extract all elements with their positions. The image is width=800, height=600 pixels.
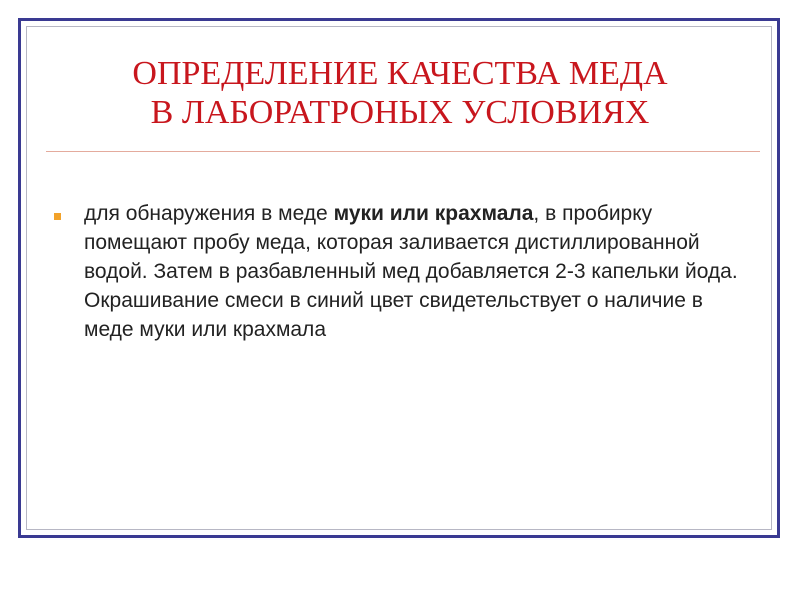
bullet-text-end: , в пробирку помещают пробу меда, которая заливается дистиллированной водой. Затем в разбавленный мед добавляется 2-3 капельки йода. Окрашивание смеси в синий цвет свидетельствует о наличие в меде муки или крахмала bbox=[84, 202, 738, 341]
bullet-text-start: для обнаружения в меде bbox=[84, 202, 334, 225]
bullet-text-emphasis: муки или крахмала bbox=[333, 202, 534, 225]
bullet-text bbox=[84, 199, 752, 344]
slide-title-line-2: В ЛАБОРАТРОНЫХ УСЛОВИЯХ bbox=[150, 94, 650, 131]
slide-title-line-1: ОПРЕДЕЛЕНИЕ КАЧЕСТВА МЕДА bbox=[132, 55, 668, 92]
title-divider bbox=[46, 151, 760, 152]
slide-title bbox=[40, 54, 760, 132]
bullet-square-icon bbox=[54, 213, 61, 220]
